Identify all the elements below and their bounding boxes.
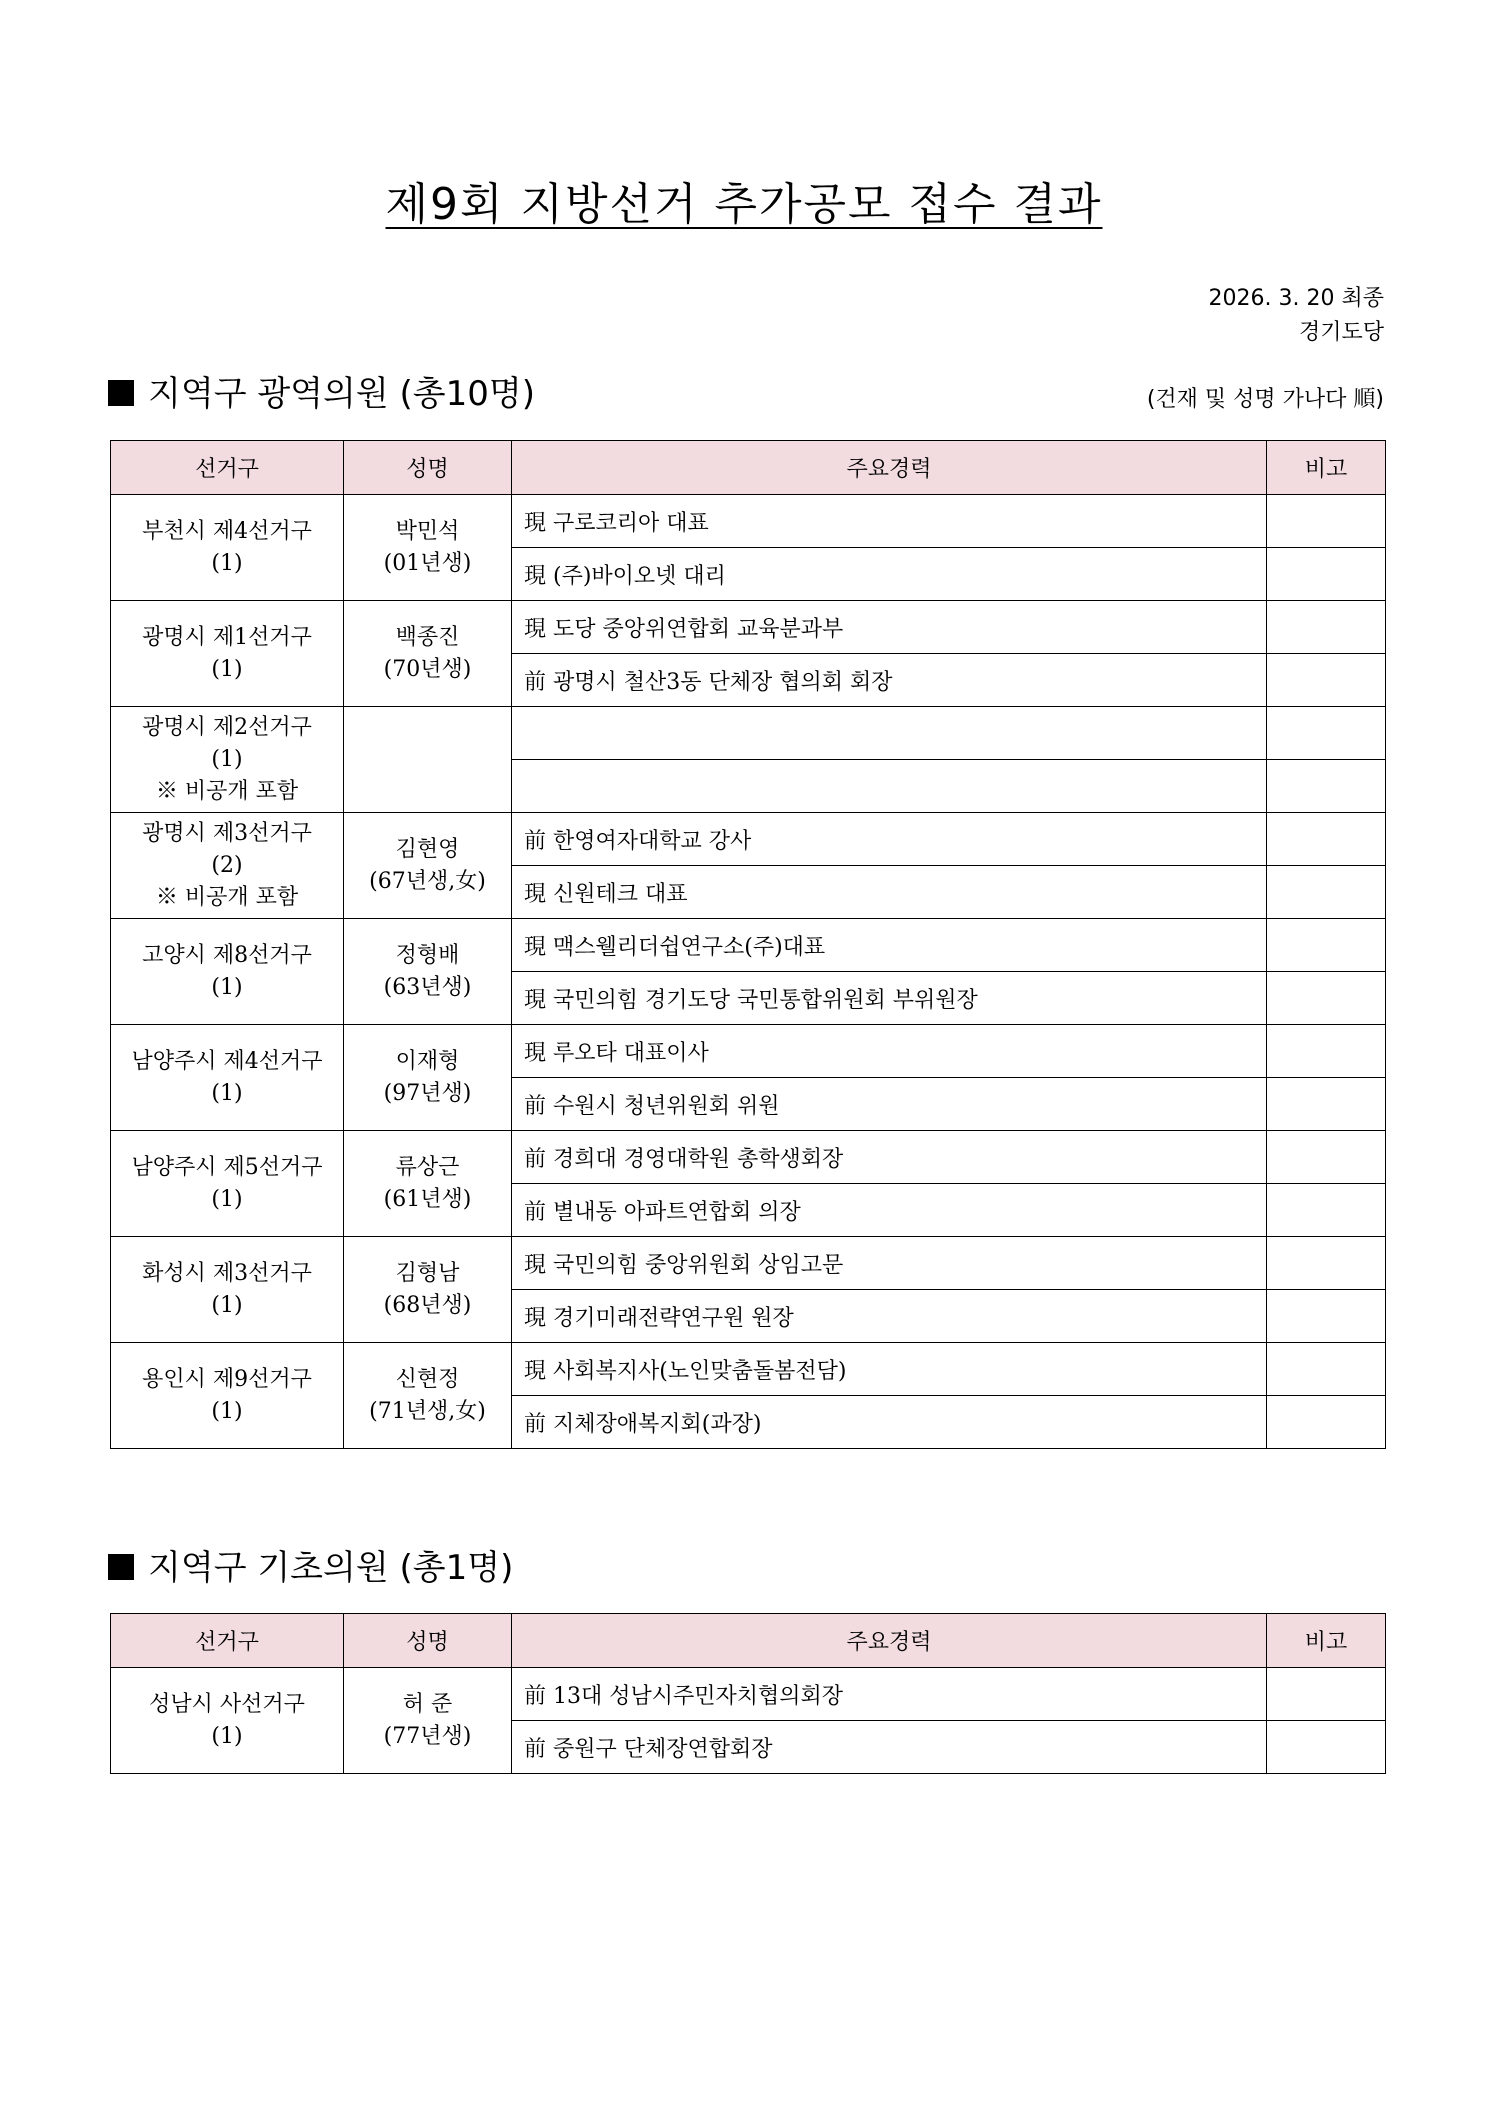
district-count: (1) [211, 1398, 243, 1424]
header-note: 비고 [1267, 1614, 1386, 1668]
table-row [111, 495, 1386, 548]
name-cell [344, 1237, 512, 1343]
candidate-birth: (68년생) [383, 1292, 472, 1318]
career-cell: 現 (주)바이오넷 대리 [512, 548, 1267, 601]
name-cell [344, 495, 512, 601]
candidates-table-local [110, 1613, 1386, 1774]
note-cell [1267, 1184, 1386, 1237]
header-note: 비고 [1267, 441, 1386, 495]
district-cell [111, 813, 344, 919]
header-career: 주요경력 [512, 441, 1267, 495]
candidate-birth: (63년생) [383, 974, 472, 1000]
name-cell [344, 707, 512, 813]
table-row [111, 919, 1386, 972]
candidate-name: 김현영 [395, 836, 460, 862]
note-cell [1267, 1668, 1386, 1721]
note-cell [1267, 1025, 1386, 1078]
career-cell: 前 중원구 단체장연합회장 [512, 1721, 1267, 1774]
note-cell [1267, 495, 1386, 548]
note-cell [1267, 1396, 1386, 1449]
career-cell: 現 국민의힘 경기도당 국민통합위원회 부위원장 [512, 972, 1267, 1025]
date-line: 2026. 3. 20 최종 [1208, 286, 1384, 311]
candidate-name: 백종진 [395, 624, 460, 650]
table-row [111, 707, 1386, 760]
note-cell [1267, 548, 1386, 601]
district-district: 화성시 제3선거구 [142, 1260, 312, 1286]
career-cell: 前 광명시 철산3동 단체장 협의회 회장 [512, 654, 1267, 707]
district-district: 성남시 사선거구 [149, 1691, 305, 1717]
name-cell [344, 601, 512, 707]
order-note: (건재 및 성명 가나다 順) [1146, 387, 1384, 412]
candidate-name: 이재형 [395, 1048, 460, 1074]
district-district: 남양주시 제4선거구 [131, 1048, 323, 1074]
career-cell: 現 구로코리아 대표 [512, 495, 1267, 548]
note-cell [1267, 813, 1386, 866]
district-count: (1) [211, 1186, 243, 1212]
district-count: (2) [211, 852, 243, 878]
district-cell [111, 1131, 344, 1237]
table-row [111, 1237, 1386, 1290]
district-district: 고양시 제8선거구 [142, 942, 312, 968]
table-row [111, 813, 1386, 866]
candidate-birth: (01년생) [383, 550, 472, 576]
section-heading-local [108, 1540, 513, 1589]
candidates-table-regional [110, 440, 1386, 1449]
district-extra: ※ 비공개 포함 [155, 778, 299, 804]
note-cell [1267, 1131, 1386, 1184]
career-cell: 現 루오타 대표이사 [512, 1025, 1267, 1078]
square-bullet-icon [108, 380, 134, 406]
district-district: 광명시 제1선거구 [142, 624, 312, 650]
section-heading-regional [108, 366, 535, 415]
district-cell [111, 707, 344, 813]
header-district: 선거구 [111, 441, 344, 495]
square-bullet-icon [108, 1554, 134, 1580]
note-cell [1267, 866, 1386, 919]
district-cell [111, 1025, 344, 1131]
career-cell: 前 별내동 아파트연합회 의장 [512, 1184, 1267, 1237]
district-cell [111, 919, 344, 1025]
career-cell: 前 지체장애복지회(과장) [512, 1396, 1267, 1449]
career-cell: 現 경기미래전략연구원 원장 [512, 1290, 1267, 1343]
candidate-name: 박민석 [395, 518, 460, 544]
table-row [111, 1025, 1386, 1078]
name-cell [344, 1025, 512, 1131]
name-cell [344, 813, 512, 919]
district-extra: ※ 비공개 포함 [155, 884, 299, 910]
district-count: (1) [211, 1292, 243, 1318]
name-cell [344, 1668, 512, 1774]
district-district: 광명시 제3선거구 [142, 820, 312, 846]
table-row [111, 1131, 1386, 1184]
note-cell [1267, 919, 1386, 972]
name-cell [344, 919, 512, 1025]
date-block [1209, 282, 1384, 350]
candidate-name: 허 준 [402, 1691, 453, 1717]
note-cell [1267, 601, 1386, 654]
district-count: (1) [211, 974, 243, 1000]
candidate-name: 신현정 [395, 1366, 460, 1392]
page-title: 제9회 지방선거 추가공모 접수 결과 [385, 179, 1103, 230]
career-cell: 現 사회복지사(노인맞춤돌봄전담) [512, 1343, 1267, 1396]
header-name: 성명 [344, 1614, 512, 1668]
note-cell [1267, 707, 1386, 760]
career-cell: 前 경희대 경영대학원 총학생회장 [512, 1131, 1267, 1184]
district-count: (1) [211, 1080, 243, 1106]
header-district: 선거구 [111, 1614, 344, 1668]
district-count: (1) [211, 550, 243, 576]
district-district: 남양주시 제5선거구 [131, 1154, 323, 1180]
candidate-birth: (67년생,女) [369, 868, 486, 894]
career-cell: 現 도당 중앙위연합회 교육분과부 [512, 601, 1267, 654]
header-name: 성명 [344, 441, 512, 495]
district-district: 용인시 제9선거구 [142, 1366, 312, 1392]
career-cell [512, 707, 1267, 760]
district-cell [111, 601, 344, 707]
table-row [111, 1343, 1386, 1396]
header-career: 주요경력 [512, 1614, 1267, 1668]
career-cell: 前 한영여자대학교 강사 [512, 813, 1267, 866]
district-district: 광명시 제2선거구 [142, 714, 312, 740]
section-heading-text: 지역구 광역의원 (총10명) [148, 374, 536, 414]
section-heading-text: 지역구 기초의원 (총1명) [148, 1548, 514, 1588]
note-cell [1267, 972, 1386, 1025]
party-line: 경기도당 [1298, 320, 1384, 345]
table-row [111, 601, 1386, 654]
name-cell [344, 1343, 512, 1449]
candidate-birth: (61년생) [383, 1186, 472, 1212]
career-cell: 前 13대 성남시주민자치협의회장 [512, 1668, 1267, 1721]
candidate-birth: (71년생,女) [369, 1398, 486, 1424]
candidate-birth: (70년생) [383, 656, 472, 682]
note-cell [1267, 1290, 1386, 1343]
career-cell: 現 신원테크 대표 [512, 866, 1267, 919]
candidate-name: 김형남 [395, 1260, 460, 1286]
table-header-row [111, 1614, 1386, 1668]
district-cell [111, 495, 344, 601]
candidate-name: 정형배 [395, 942, 460, 968]
district-count: (1) [211, 746, 243, 772]
district-cell [111, 1668, 344, 1774]
career-cell [512, 760, 1267, 813]
district-count: (1) [211, 656, 243, 682]
district-cell [111, 1237, 344, 1343]
note-cell [1267, 1343, 1386, 1396]
district-count: (1) [211, 1723, 243, 1749]
note-cell [1267, 654, 1386, 707]
candidate-name: 류상근 [395, 1154, 460, 1180]
career-cell: 現 맥스웰리더쉽연구소(주)대표 [512, 919, 1267, 972]
career-cell: 現 국민의힘 중앙위원회 상임고문 [512, 1237, 1267, 1290]
note-cell [1267, 1237, 1386, 1290]
candidate-birth: (77년생) [383, 1723, 472, 1749]
name-cell [344, 1131, 512, 1237]
district-cell [111, 1343, 344, 1449]
table-row [111, 1668, 1386, 1721]
candidate-birth: (97년생) [383, 1080, 472, 1106]
note-cell [1267, 1078, 1386, 1131]
district-district: 부천시 제4선거구 [142, 518, 312, 544]
note-cell [1267, 1721, 1386, 1774]
career-cell: 前 수원시 청년위원회 위원 [512, 1078, 1267, 1131]
note-cell [1267, 760, 1386, 813]
table-header-row [111, 441, 1386, 495]
